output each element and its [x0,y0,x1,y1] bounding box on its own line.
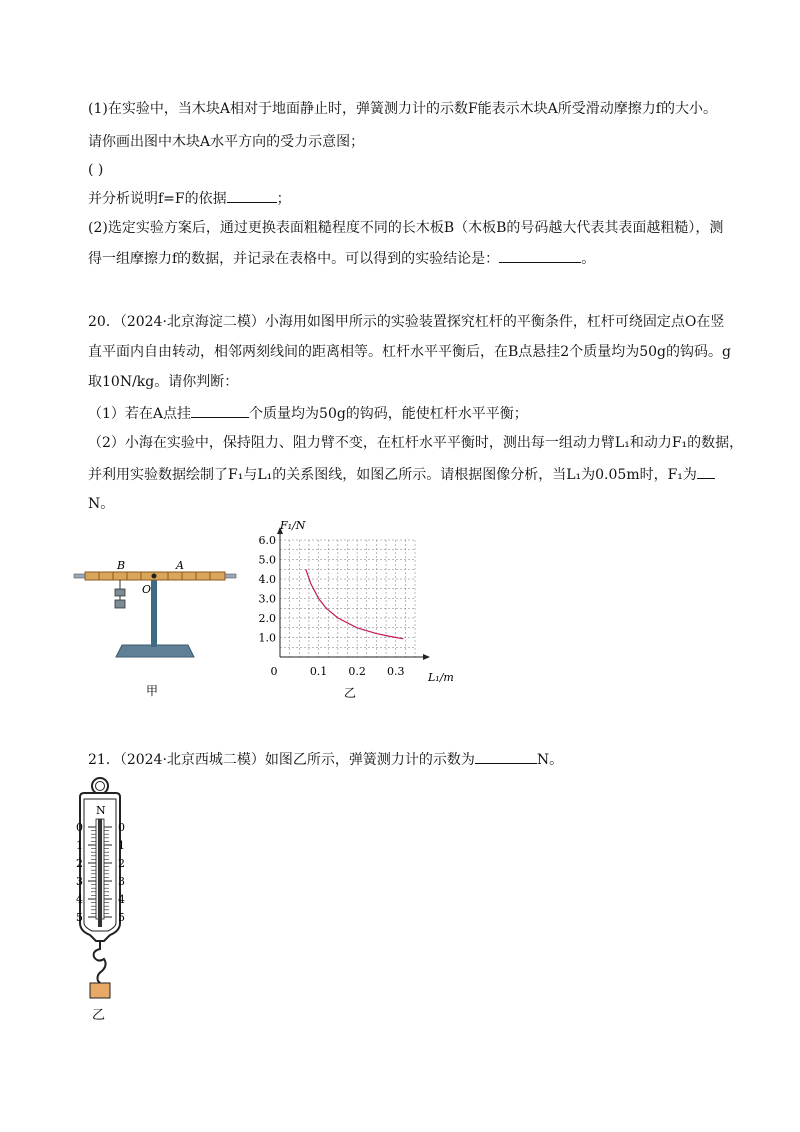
unit-label: N [96,804,106,817]
x-axis-arrow [423,654,430,660]
q20-line4-text: （1）若在A点挂 [88,406,192,422]
spring-scale-figure [70,775,140,1025]
q21-line1-end: N。 [536,752,564,768]
figure-caption-yi: 乙 [344,686,357,700]
weight-block [90,983,110,998]
q20-line4-end: 个质量均为50g的钩码，能使杠杆水平平衡； [249,406,528,422]
q20-line3: 取10N/kg。请你判断： [88,374,239,390]
scale-right-1: 1 [118,839,125,852]
q21-line1 [88,749,563,770]
y-tick-label: 1.0 [258,631,276,645]
lever-figure [70,555,240,705]
label-b: B [117,559,126,572]
figure-caption-yi-q21: 乙 [92,1008,106,1023]
y-tick-label: 5.0 [258,553,276,567]
q20-line2: 直平面内自由转动，相邻两刻线间的距离相等。杠杆水平平衡后，在B点悬挂2个质量均为50g的钩码。g [88,344,731,360]
x-tick-label: 0 [270,665,278,678]
y-tick-label: 6.0 [258,534,276,547]
series-curve [306,569,404,638]
scale-left-3: 3 [76,875,83,888]
q20-line7: N。 [88,496,115,512]
q20-line5: （2）小海在实验中，保持阻力、阻力臂不变，在杠杆水平平衡时，测出每一组动力臂L₁和动力F₁的数据， [88,435,744,451]
scale-left-1: 1 [76,839,83,852]
scale-right-2: 2 [118,857,125,870]
y-tick-label: 2.0 [258,612,276,625]
q19-answer-parentheses: ( ) [88,162,104,178]
x-axis-label: L₁/m [428,671,454,684]
scale-left-5: 5 [76,911,83,924]
top-ring [92,778,108,794]
q19-line2: 请你画出图中木块A水平方向的受力示意图； [88,134,365,150]
q19-basis-blank[interactable] [227,188,277,203]
scale-right-0: 0 [118,821,125,834]
stand-pillar [151,577,157,647]
q20-line4 [88,403,528,424]
q19-line4 [88,188,291,209]
q19-line4-text: 并分析说明f=F的依据 [88,191,227,207]
pivot-point [152,574,157,579]
hook-weight-2 [115,600,125,608]
scale-right-5: 5 [118,911,125,924]
q19-line6 [88,248,595,269]
q19-line5: (2)选定实验方案后，通过更换表面粗糙程度不同的长木板B（木板B的号码越大代表其表面越粗糙），测 [88,220,724,236]
scale-left-0: 0 [76,821,83,834]
x-tick-label: 0.3 [386,665,405,678]
hook [94,941,106,983]
x-tick-label: 0.1 [309,665,328,678]
spring-indicator [98,819,102,927]
y-tick-label: 4.0 [258,573,276,586]
q21-line1-text: 21．（2024·北京西城二模）如图乙所示，弹簧测力计的示数为 [88,752,475,768]
q20-line6 [88,464,715,485]
q20-line6-text: 并利用实验数据绘制了F₁与L₁的关系图线，如图乙所示。请根据图像分析，当L₁为0.05m时，F₁为 [88,467,697,483]
y-tick-label: 3.0 [258,592,276,606]
label-a: A [176,559,184,572]
scale-right-4: 4 [118,893,125,906]
q20-force-blank[interactable] [697,464,715,479]
q21-reading-blank[interactable] [475,749,537,764]
q19-line4-end: ； [276,191,291,207]
label-o: O [142,583,152,596]
q19-line1: (1)在实验中，当木块A相对于地面静止时，弹簧测力计的示数F能表示木块A所受滑动摩擦力f的大小。 [88,101,717,117]
scale-left-2: 2 [76,857,83,870]
q19-line6-text: 得一组摩擦力f的数据，并记录在表格中。可以得到的实验结论是： [88,251,500,267]
hook-weight-1 [115,589,125,596]
f1-l1-chart [250,515,470,705]
y-axis-label: F₁/N [280,519,306,532]
q20-line1: 20．（2024·北京海淀二模）小海用如图甲所示的实验装置探究杠杆的平衡条件，杠杆可绕固定点O在竖 [88,314,725,330]
q19-conclusion-blank[interactable] [499,248,581,263]
x-tick-label: 0.2 [348,665,366,678]
q19-line6-end: 。 [581,251,596,267]
q20-count-blank[interactable] [191,403,249,418]
figure-caption-jia: 甲 [146,684,159,698]
scale-right-3: 3 [118,875,125,888]
scale-left-4: 4 [76,893,83,906]
